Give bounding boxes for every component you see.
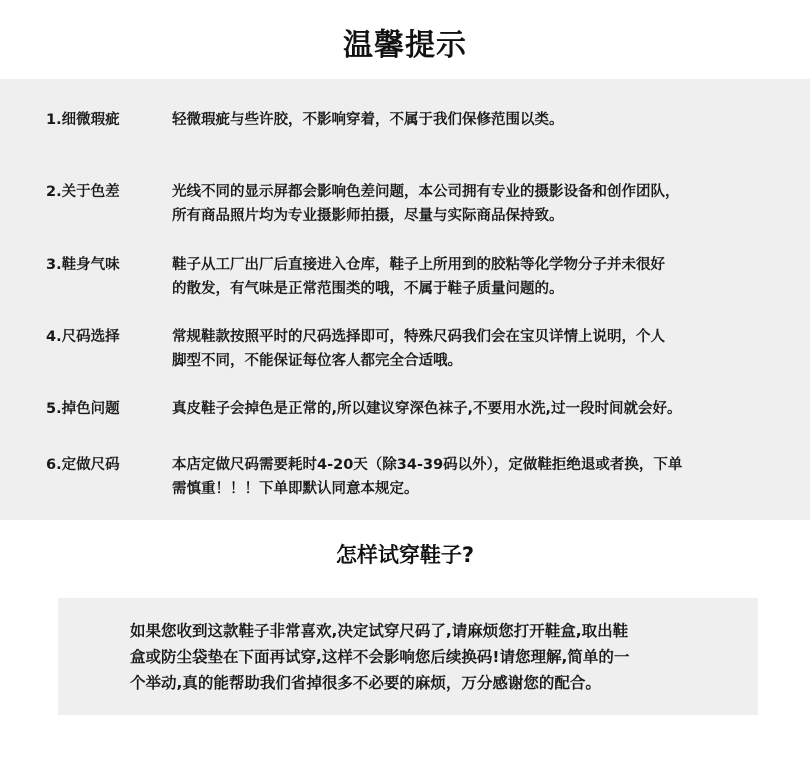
notice-text (172, 453, 772, 501)
notice-line: 的散发，有气味是正常范围类的哦，不属于鞋子质量问题的。 (172, 281, 564, 297)
notice-label: 1.细微瑕疵 (46, 112, 120, 128)
notice-text (172, 325, 772, 373)
notice-label: 2.关于色差 (46, 184, 120, 200)
notice-line: 所有商品照片均为专业摄影师拍摄，尽量与实际商品保持致。 (172, 208, 564, 224)
notice-label: 6.定做尺码 (46, 457, 120, 473)
notice-line: 常规鞋款按照平时的尺码选择即可，特殊尺码我们会在宝贝详情上说明，个人 (172, 329, 665, 345)
tryon-line: 个举动,真的能帮助我们省掉很多不必要的麻烦，万分感谢您的配合。 (130, 674, 601, 692)
notice-line: 真皮鞋子会掉色是正常的,所以建议穿深色袜子,不要用水洗,过一段时间就会好。 (172, 401, 682, 417)
notice-label: 3.鞋身气味 (46, 257, 120, 273)
notice-label: 5.掉色问题 (46, 401, 120, 417)
notice-text (172, 253, 772, 301)
notice-line: 本店定做尺码需要耗时4-20天（除34-39码以外），定做鞋拒绝退或者换，下单 (172, 457, 683, 473)
notice-line: 光线不同的显示屏都会影响色差问题，本公司拥有专业的摄影设备和创作团队， (172, 184, 680, 200)
tryon-line: 盒或防尘袋垫在下面再试穿,这样不会影响您后续换码!请您理解,简单的一 (130, 648, 630, 666)
notice-line: 轻微瑕疵与些许胶，不影响穿着，不属于我们保修范围以类。 (172, 112, 564, 128)
tryon-title: 怎样试穿鞋子? (335, 543, 475, 567)
notice-text (172, 180, 772, 228)
notice-text (172, 397, 772, 421)
notice-line: 脚型不同，不能保证每位客人都完全合适哦。 (172, 353, 462, 369)
notice-line: 需慎重！！！下单即默认同意本规定。 (172, 481, 419, 497)
tryon-text (130, 618, 730, 696)
notice-text (172, 108, 772, 132)
tryon-panel (58, 598, 758, 715)
notice-label: 4.尺码选择 (46, 329, 120, 345)
page-title: 温馨提示 (343, 28, 467, 63)
notice-line: 鞋子从工厂出厂后直接进入仓库，鞋子上所用到的胶粘等化学物分子并未很好 (172, 257, 665, 273)
tryon-line: 如果您收到这款鞋子非常喜欢,决定试穿尺码了,请麻烦您打开鞋盒,取出鞋 (130, 622, 629, 640)
